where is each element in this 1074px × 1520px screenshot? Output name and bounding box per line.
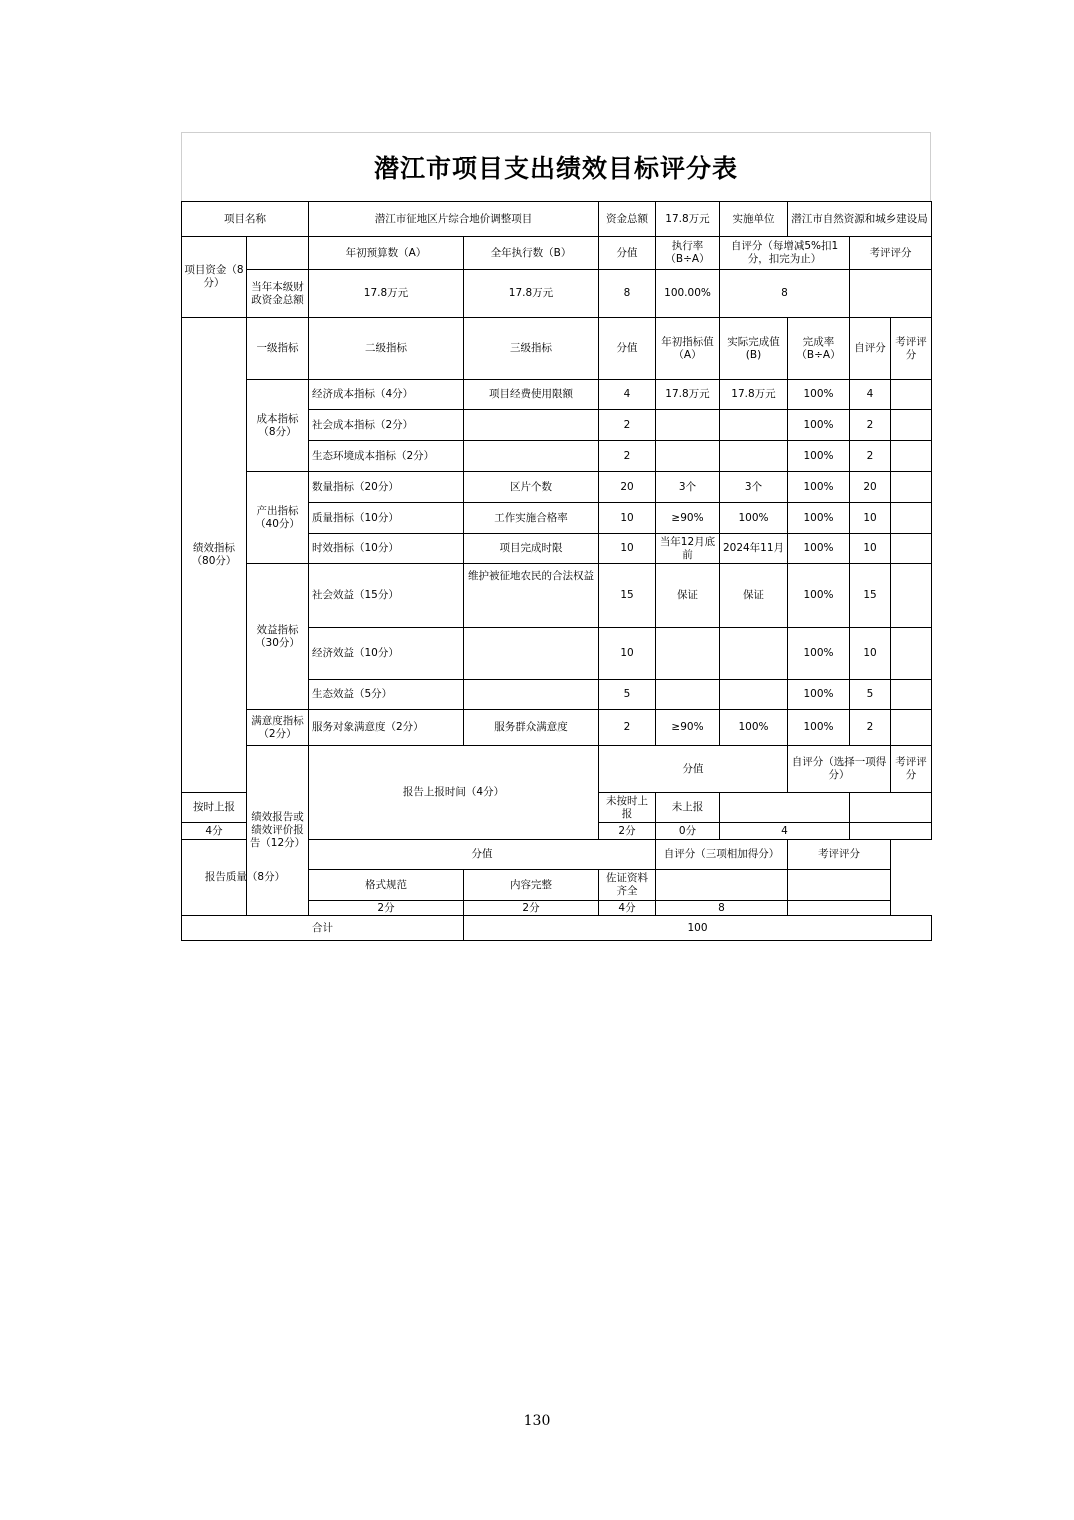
indicator-row [182, 564, 932, 628]
hdr-self: 自评分 [850, 318, 891, 380]
review-cell [891, 503, 932, 534]
col-score: 分值 [599, 237, 656, 270]
indicator-row [182, 380, 932, 410]
level3-cell [464, 628, 599, 680]
level2-cell: 质量指标（10分） [309, 503, 464, 534]
score-cell: 20 [599, 472, 656, 503]
timing-review-score [850, 823, 932, 840]
quality-review-label: 考评评分 [788, 840, 891, 870]
points-late: 2分 [599, 823, 656, 840]
timing-self-score: 4 [720, 823, 850, 840]
level3-cell: 区片个数 [464, 472, 599, 503]
self-cell: 5 [850, 680, 891, 710]
funds-blank [247, 237, 309, 270]
total-value: 100 [464, 916, 932, 941]
timing-self-blank [720, 793, 850, 823]
funds-label: 项目资金（8分） [182, 237, 247, 318]
level3-cell: 服务群众满意度 [464, 710, 599, 746]
score-cell: 10 [599, 534, 656, 564]
self-cell: 15 [850, 564, 891, 628]
col-review-score: 考评评分 [850, 237, 932, 270]
actual-cell [720, 410, 788, 441]
indicator-row [182, 472, 932, 503]
self-cell: 10 [850, 534, 891, 564]
level2-cell: 经济成本指标（4分） [309, 380, 464, 410]
executed-amount: 17.8万元 [464, 270, 599, 318]
col-self-score: 自评分（每增减5%扣1分，扣完为止） [720, 237, 850, 270]
option-not-reported: 未上报 [656, 793, 720, 823]
option-content: 内容完整 [464, 870, 599, 901]
timing-score-label: 分值 [599, 746, 788, 793]
actual-cell [720, 628, 788, 680]
group-satisfaction: 满意度指标（2分） [247, 710, 309, 746]
level3-cell [464, 680, 599, 710]
rate-cell: 100% [788, 441, 850, 472]
target-cell [656, 680, 720, 710]
points-not-reported: 0分 [656, 823, 720, 840]
level2-cell: 生态效益（5分） [309, 680, 464, 710]
review-cell [891, 380, 932, 410]
level3-cell: 工作实施合格率 [464, 503, 599, 534]
level3-cell: 维护被征地农民的合法权益 [464, 564, 599, 628]
level2-cell: 数量指标（20分） [309, 472, 464, 503]
score-cell: 2 [599, 441, 656, 472]
self-cell: 2 [850, 441, 891, 472]
points-evidence: 4分 [599, 901, 656, 916]
review-cell [891, 680, 932, 710]
target-cell: 当年12月底前 [656, 534, 720, 564]
col-rate: 执行率（B÷A） [656, 237, 720, 270]
rate-cell: 100% [788, 380, 850, 410]
score-cell: 2 [599, 410, 656, 441]
timing-self-label: 自评分（选择一项得分） [788, 746, 891, 793]
total-row [182, 916, 932, 941]
quality-review-blank [788, 870, 891, 901]
hdr-level2: 二级指标 [309, 318, 464, 380]
timing-review-blank [850, 793, 932, 823]
hdr-actual: 实际完成值(B) [720, 318, 788, 380]
unit-label: 实施单位 [720, 202, 788, 237]
level2-cell: 社会效益（15分） [309, 564, 464, 628]
rate-cell: 100% [788, 534, 850, 564]
funds-row-label: 当年本级财政资金总额 [247, 270, 309, 318]
target-cell: ≥90% [656, 503, 720, 534]
review-cell [891, 441, 932, 472]
review-cell [891, 628, 932, 680]
quality-self-score: 8 [656, 901, 788, 916]
review-cell [891, 472, 932, 503]
option-format: 格式规范 [309, 870, 464, 901]
self-cell: 2 [850, 410, 891, 441]
review-cell [891, 564, 932, 628]
review-cell [891, 534, 932, 564]
group-cost: 成本指标（8分） [247, 380, 309, 472]
funds-score: 8 [599, 270, 656, 318]
self-cell: 2 [850, 710, 891, 746]
actual-cell: 100% [720, 710, 788, 746]
page-title: 潜江市项目支出绩效目标评分表 [373, 154, 738, 183]
quality-review-score [788, 901, 891, 916]
target-cell [656, 628, 720, 680]
col-executed: 全年执行数（B） [464, 237, 599, 270]
project-name: 潜江市征地区片综合地价调整项目 [309, 202, 599, 237]
funds-review-score [850, 270, 932, 318]
level2-cell: 生态环境成本指标（2分） [309, 441, 464, 472]
total-label: 合计 [182, 916, 464, 941]
self-cell: 10 [850, 628, 891, 680]
score-cell: 5 [599, 680, 656, 710]
actual-cell: 17.8万元 [720, 380, 788, 410]
funds-value-row [182, 270, 932, 318]
self-cell: 20 [850, 472, 891, 503]
project-name-label: 项目名称 [182, 202, 309, 237]
points-on-time: 4分 [182, 823, 247, 840]
level3-cell [464, 410, 599, 441]
target-cell [656, 441, 720, 472]
total-funds: 17.8万元 [656, 202, 720, 237]
implementing-unit: 潜江市自然资源和城乡建设局 [788, 202, 932, 237]
level2-cell: 服务对象满意度（2分） [309, 710, 464, 746]
level2-cell: 时效指标（10分） [309, 534, 464, 564]
rate-cell: 100% [788, 410, 850, 441]
quality-self-label: 自评分（三项相加得分） [656, 840, 788, 870]
review-cell [891, 410, 932, 441]
self-cell: 10 [850, 503, 891, 534]
score-cell: 15 [599, 564, 656, 628]
group-output: 产出指标（40分） [247, 472, 309, 564]
quality-self-blank [656, 870, 788, 901]
target-cell: 保证 [656, 564, 720, 628]
quality-score-label: 分值 [309, 840, 656, 870]
rate-cell: 100% [788, 680, 850, 710]
score-cell: 10 [599, 628, 656, 680]
actual-cell [720, 441, 788, 472]
level2-cell: 经济效益（10分） [309, 628, 464, 680]
hdr-target: 年初指标值（A） [656, 318, 720, 380]
hdr-rate: 完成率（B÷A） [788, 318, 850, 380]
score-table [181, 201, 932, 941]
rate-cell: 100% [788, 628, 850, 680]
actual-cell: 2024年11月 [720, 534, 788, 564]
rate-cell: 100% [788, 472, 850, 503]
score-cell: 2 [599, 710, 656, 746]
report-timing-header-row [182, 746, 932, 793]
score-cell: 10 [599, 503, 656, 534]
option-on-time: 按时上报 [182, 793, 247, 823]
review-cell [891, 710, 932, 746]
actual-cell: 3个 [720, 472, 788, 503]
hdr-review: 考评评分 [891, 318, 932, 380]
title-box [181, 132, 931, 201]
indicator-row [182, 710, 932, 746]
option-late: 未按时上报 [599, 793, 656, 823]
points-format: 2分 [309, 901, 464, 916]
indicator-header-row [182, 318, 932, 380]
level3-cell: 项目完成时限 [464, 534, 599, 564]
level3-cell [464, 441, 599, 472]
points-content: 2分 [464, 901, 599, 916]
target-cell [656, 410, 720, 441]
hdr-level3: 三级指标 [464, 318, 599, 380]
target-cell: 3个 [656, 472, 720, 503]
col-initial-budget: 年初预算数（A） [309, 237, 464, 270]
total-funds-label: 资金总额 [599, 202, 656, 237]
rate-cell: 100% [788, 564, 850, 628]
actual-cell: 100% [720, 503, 788, 534]
score-cell: 4 [599, 380, 656, 410]
initial-budget: 17.8万元 [309, 270, 464, 318]
actual-cell: 保证 [720, 564, 788, 628]
quality-label: 报告质量（8分） [182, 840, 309, 916]
self-cell: 4 [850, 380, 891, 410]
level2-cell: 社会成本指标（2分） [309, 410, 464, 441]
score-sheet [181, 132, 931, 941]
page-number: 130 [523, 1413, 551, 1429]
timing-review-label: 考评评分 [891, 746, 932, 793]
header-row [182, 202, 932, 237]
hdr-score: 分值 [599, 318, 656, 380]
actual-cell [720, 680, 788, 710]
option-evidence: 佐证资料齐全 [599, 870, 656, 901]
target-cell: 17.8万元 [656, 380, 720, 410]
group-benefit: 效益指标（30分） [247, 564, 309, 710]
hdr-level1: 一级指标 [247, 318, 309, 380]
level3-cell: 项目经费使用限额 [464, 380, 599, 410]
rate-cell: 100% [788, 503, 850, 534]
funds-self-score: 8 [720, 270, 850, 318]
timing-label: 报告上报时间（4分） [309, 746, 599, 840]
target-cell: ≥90% [656, 710, 720, 746]
execution-rate: 100.00% [656, 270, 720, 318]
indicators-label: 绩效指标（80分） [182, 318, 247, 793]
funds-header-row [182, 237, 932, 270]
report-label: 绩效报告或绩效评价报告（12分） [247, 746, 309, 916]
rate-cell: 100% [788, 710, 850, 746]
